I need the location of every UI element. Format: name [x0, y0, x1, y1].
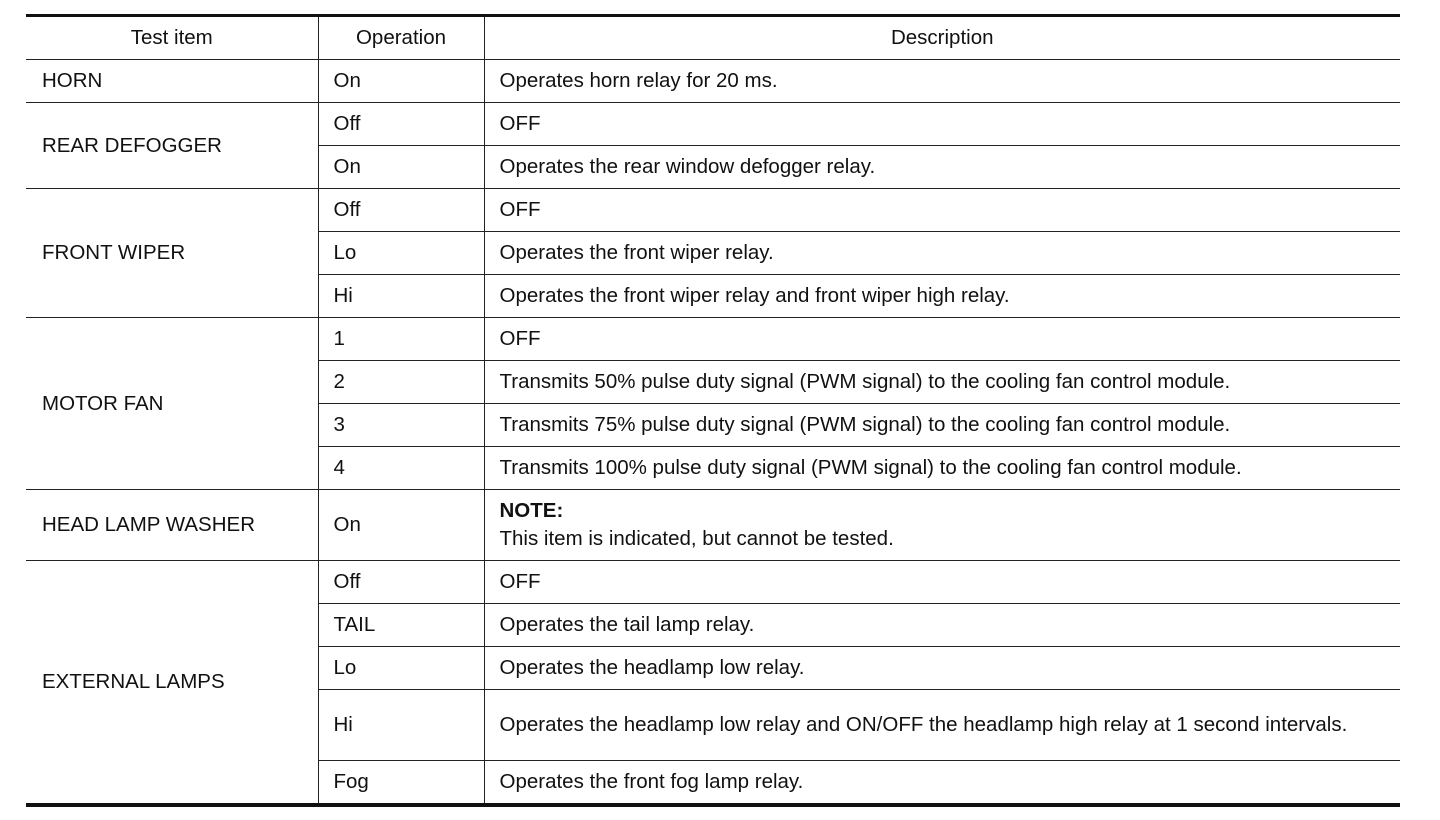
description-cell: Operates the front wiper relay and front wiper high relay. [484, 275, 1400, 318]
operation-cell: Lo [318, 232, 484, 275]
test-item-motor-fan: MOTOR FAN [26, 318, 318, 490]
header-row [26, 16, 1400, 60]
header-description: Description [484, 16, 1400, 60]
operation-cell: 1 [318, 318, 484, 361]
table-row [26, 490, 1400, 561]
operation-cell: TAIL [318, 604, 484, 647]
test-item-head-lamp-washer: HEAD LAMP WASHER [26, 490, 318, 561]
description-cell: Operates the front wiper relay. [484, 232, 1400, 275]
description-cell [484, 490, 1400, 561]
test-item-horn: HORN [26, 60, 318, 103]
description-cell: Operates horn relay for 20 ms. [484, 60, 1400, 103]
description-cell: Transmits 50% pulse duty signal (PWM signal) to the cooling fan control module. [484, 361, 1400, 404]
note-text: This item is indicated, but cannot be tested. [499, 527, 894, 550]
description-cell: Operates the rear window defogger relay. [484, 146, 1400, 189]
description-cell: OFF [484, 561, 1400, 604]
table-row [26, 318, 1400, 361]
operation-cell: Off [318, 103, 484, 146]
operation-cell: 4 [318, 447, 484, 490]
note-label: NOTE: [499, 499, 564, 522]
table-row [26, 189, 1400, 232]
description-cell: Operates the tail lamp relay. [484, 604, 1400, 647]
operation-cell: Off [318, 189, 484, 232]
operation-cell: On [318, 490, 484, 561]
table-row [26, 60, 1400, 103]
test-item-external-lamps: EXTERNAL LAMPS [26, 561, 318, 806]
header-test-item: Test item [26, 16, 318, 60]
description-cell: Operates the headlamp low relay. [484, 647, 1400, 690]
operation-cell: Lo [318, 647, 484, 690]
description-cell: OFF [484, 103, 1400, 146]
table-row [26, 103, 1400, 146]
description-cell: Transmits 75% pulse duty signal (PWM signal) to the cooling fan control module. [484, 404, 1400, 447]
test-item-rear-defogger: REAR DEFOGGER [26, 103, 318, 189]
description-cell: Operates the headlamp low relay and ON/OFF the headlamp high relay at 1 second intervals. [484, 690, 1400, 761]
active-test-table [26, 14, 1400, 807]
operation-cell: 3 [318, 404, 484, 447]
description-cell: Operates the front fog lamp relay. [484, 761, 1400, 806]
description-cell: OFF [484, 189, 1400, 232]
description-cell: OFF [484, 318, 1400, 361]
operation-cell: Off [318, 561, 484, 604]
test-item-front-wiper: FRONT WIPER [26, 189, 318, 318]
operation-cell: 2 [318, 361, 484, 404]
operation-cell: On [318, 146, 484, 189]
operation-cell: Hi [318, 690, 484, 761]
operation-cell: Fog [318, 761, 484, 806]
operation-cell: On [318, 60, 484, 103]
description-cell: Transmits 100% pulse duty signal (PWM signal) to the cooling fan control module. [484, 447, 1400, 490]
operation-cell: Hi [318, 275, 484, 318]
table-row [26, 561, 1400, 604]
header-operation: Operation [318, 16, 484, 60]
